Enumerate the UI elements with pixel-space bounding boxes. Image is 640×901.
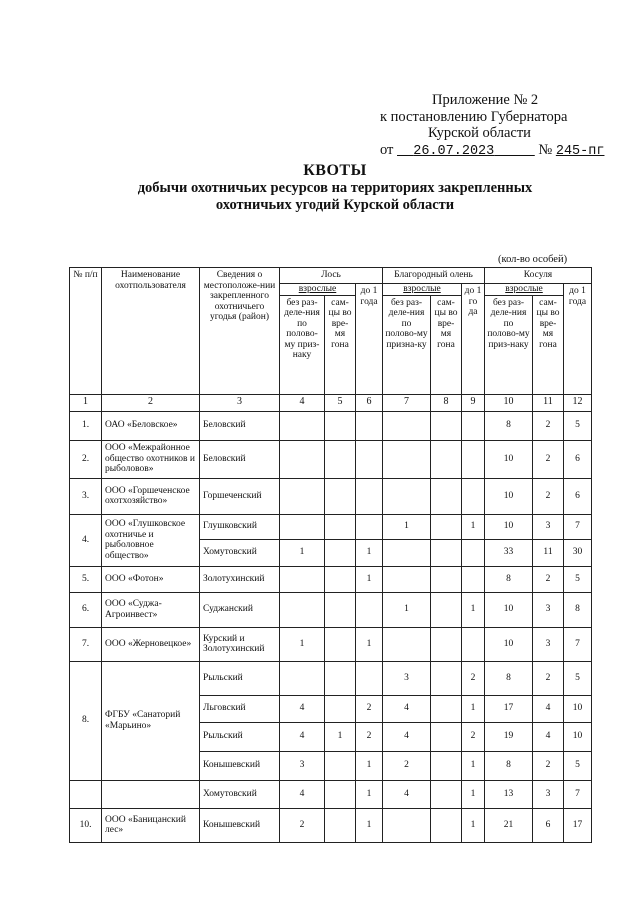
quota-cell-r1: 8 (485, 751, 533, 780)
quota-cell-m1 (280, 514, 325, 539)
appendix-line-3: Курской области (428, 125, 531, 141)
quota-cell-m3: 1 (356, 751, 383, 780)
header-moose-under1: до 1 года (356, 284, 383, 395)
table-row (70, 592, 592, 627)
quota-cell-d3: 1 (462, 695, 485, 722)
quota-cell-m1: 1 (280, 539, 325, 566)
quota-cell-m2 (325, 695, 356, 722)
quota-cell-r2: 3 (533, 514, 564, 539)
number-prefix: № (538, 141, 553, 158)
row-number-cell: 1. (70, 411, 102, 440)
quota-cell-d2 (431, 808, 462, 842)
quota-cell-r3: 6 (564, 440, 592, 478)
district-cell: Хомутовский (200, 539, 280, 566)
quota-cell-r1: 10 (485, 627, 533, 661)
column-number: 7 (383, 394, 431, 411)
quota-cell-m1: 4 (280, 780, 325, 808)
quota-cell-r1: 19 (485, 722, 533, 751)
column-number: 4 (280, 394, 325, 411)
quota-cell-r3: 6 (564, 478, 592, 514)
quota-cell-r2: 2 (533, 661, 564, 695)
quota-cell-r3: 10 (564, 722, 592, 751)
quota-cell-d1 (383, 627, 431, 661)
title-main: КВОТЫ (303, 162, 367, 179)
district-cell: Хомутовский (200, 780, 280, 808)
quota-cell-r1: 10 (485, 440, 533, 478)
header-moose: Лось (280, 268, 383, 284)
title-line-3: охотничьих угодий Курской области (215, 197, 455, 213)
quota-cell-m2 (325, 751, 356, 780)
quota-cell-m1 (280, 566, 325, 592)
user-name-cell: ФГБУ «Санаторий «Марьино» (102, 661, 200, 780)
quota-cell-m3: 1 (356, 627, 383, 661)
row-number-cell: 4. (70, 514, 102, 566)
quota-cell-r2: 4 (533, 695, 564, 722)
quota-cell-r3: 8 (564, 592, 592, 627)
header-deer-no-sex: без раз-деле-ния по полово-му призна-ку (383, 295, 431, 394)
district-cell: Горшеченский (200, 478, 280, 514)
district-cell: Глушковский (200, 514, 280, 539)
user-name-cell: ООО «Межрайонное общество охотников и рыболовов» (102, 440, 200, 478)
units-label: (кол-во особей) (498, 254, 568, 265)
quota-cell-d3 (462, 411, 485, 440)
quota-cell-m1: 4 (280, 695, 325, 722)
quota-cell-r2: 3 (533, 780, 564, 808)
row-number-cell: 5. (70, 566, 102, 592)
quota-cell-d2 (431, 514, 462, 539)
quota-cell-r3: 30 (564, 539, 592, 566)
quota-cell-d1 (383, 566, 431, 592)
quota-cell-r1: 33 (485, 539, 533, 566)
quota-cell-d1: 4 (383, 695, 431, 722)
quota-cell-r2: 2 (533, 566, 564, 592)
quota-cell-d3: 1 (462, 514, 485, 539)
row-number-cell: 2. (70, 440, 102, 478)
user-name-cell: ООО «Жерновецкое» (102, 627, 200, 661)
quota-cell-r3: 7 (564, 627, 592, 661)
quota-cell-m1: 3 (280, 751, 325, 780)
quota-cell-r2: 4 (533, 722, 564, 751)
header-deer-under1: до 1 го да (462, 284, 485, 395)
quota-cell-d2 (431, 661, 462, 695)
quota-cell-r2: 2 (533, 751, 564, 780)
quota-cell-m3: 1 (356, 539, 383, 566)
quota-cell-m3: 1 (356, 780, 383, 808)
quota-cell-r1: 10 (485, 478, 533, 514)
header-roe-adults: взрослые (485, 284, 564, 296)
quota-cell-d1: 1 (383, 592, 431, 627)
quota-cell-m3: 1 (356, 808, 383, 842)
row-number-cell: 3. (70, 478, 102, 514)
quota-cell-d2 (431, 592, 462, 627)
quota-cell-r2: 2 (533, 478, 564, 514)
column-number-row (70, 394, 592, 411)
table-row (70, 514, 592, 539)
column-number: 10 (485, 394, 533, 411)
table-row (70, 478, 592, 514)
quota-cell-m3: 1 (356, 566, 383, 592)
quota-cell-r3: 17 (564, 808, 592, 842)
quota-cell-r3: 5 (564, 566, 592, 592)
quota-cell-r1: 17 (485, 695, 533, 722)
quota-cell-m2 (325, 411, 356, 440)
column-number: 12 (564, 394, 592, 411)
quota-cell-r1: 21 (485, 808, 533, 842)
quota-cell-d3: 1 (462, 780, 485, 808)
quota-cell-d1 (383, 539, 431, 566)
quota-cell-d1 (383, 411, 431, 440)
quota-cell-r3: 7 (564, 514, 592, 539)
district-cell: Беловский (200, 411, 280, 440)
column-number: 3 (200, 394, 280, 411)
quota-cell-m2 (325, 808, 356, 842)
district-cell: Конышевский (200, 808, 280, 842)
quota-cell-m2 (325, 780, 356, 808)
quota-cell-m1 (280, 411, 325, 440)
quota-cell-r3: 7 (564, 780, 592, 808)
quota-cell-m3 (356, 592, 383, 627)
quota-cell-d2 (431, 566, 462, 592)
header-roe-males: сам-цы во вре-мя гона (533, 295, 564, 394)
quota-cell-d3 (462, 478, 485, 514)
quota-cell-r2: 2 (533, 411, 564, 440)
header-name: Наименование охотпользователя (102, 268, 200, 395)
document-number: 245-пг (555, 143, 605, 159)
date-prefix: от (380, 141, 394, 158)
table-row (70, 566, 592, 592)
row-number-cell: 8. (70, 661, 102, 780)
quota-cell-r1: 8 (485, 661, 533, 695)
quota-cell-m2 (325, 539, 356, 566)
quota-cell-d2 (431, 722, 462, 751)
district-cell: Конышевский (200, 751, 280, 780)
quota-cell-m1: 2 (280, 808, 325, 842)
quota-cell-r3: 5 (564, 411, 592, 440)
quota-cell-d3: 2 (462, 661, 485, 695)
quota-cell-d1 (383, 440, 431, 478)
user-name-cell (102, 780, 200, 808)
table-row (70, 411, 592, 440)
quota-cell-r1: 8 (485, 411, 533, 440)
table-row (70, 627, 592, 661)
quota-cell-r1: 13 (485, 780, 533, 808)
quota-cell-r3: 5 (564, 661, 592, 695)
quota-cell-d3 (462, 539, 485, 566)
quota-cell-m2 (325, 592, 356, 627)
quota-cell-r1: 8 (485, 566, 533, 592)
district-cell: Рыльский (200, 722, 280, 751)
header-district: Сведения о местоположе-нии закрепленного охотничьего угодья (район) (200, 268, 280, 395)
column-number: 9 (462, 394, 485, 411)
header-deer-adults: взрослые (383, 284, 462, 296)
row-number-cell: 6. (70, 592, 102, 627)
quota-cell-r1: 10 (485, 514, 533, 539)
quota-cell-m2 (325, 514, 356, 539)
user-name-cell: ОАО «Беловское» (102, 411, 200, 440)
quota-cell-d1: 1 (383, 514, 431, 539)
user-name-cell: ООО «Горшеченское охотхозяйство» (102, 478, 200, 514)
quota-cell-d3: 2 (462, 722, 485, 751)
user-name-cell: ООО «Баницанский лес» (102, 808, 200, 842)
table-row (70, 661, 592, 695)
quota-cell-d2 (431, 539, 462, 566)
quota-cell-d1: 4 (383, 780, 431, 808)
quota-cell-r2: 3 (533, 627, 564, 661)
quota-cell-r2: 2 (533, 440, 564, 478)
table-row (70, 808, 592, 842)
quota-cell-m3: 2 (356, 695, 383, 722)
column-number: 5 (325, 394, 356, 411)
quota-cell-m1: 4 (280, 722, 325, 751)
quota-cell-d2 (431, 751, 462, 780)
quota-cell-d2 (431, 440, 462, 478)
appendix-line-1: Приложение № 2 (432, 92, 539, 108)
district-cell: Льговский (200, 695, 280, 722)
quota-cell-m2 (325, 440, 356, 478)
quota-cell-d2 (431, 695, 462, 722)
quota-cell-m1 (280, 440, 325, 478)
appendix-line-2: к постановлению Губернатора (380, 108, 568, 125)
user-name-cell: ООО «Суджа-Агроинвест» (102, 592, 200, 627)
quota-cell-m3 (356, 440, 383, 478)
quota-cell-d3: 1 (462, 751, 485, 780)
district-cell: Беловский (200, 440, 280, 478)
document-date: 26.07.2023 (413, 143, 495, 159)
quota-cell-r2: 6 (533, 808, 564, 842)
quota-cell-d1: 3 (383, 661, 431, 695)
row-number-cell: 10. (70, 808, 102, 842)
quota-cell-m2 (325, 478, 356, 514)
quota-cell-m2: 1 (325, 722, 356, 751)
quota-table (69, 267, 592, 843)
quota-cell-m2 (325, 661, 356, 695)
quota-cell-d2 (431, 478, 462, 514)
district-cell: Курский и Золотухинский (200, 627, 280, 661)
quota-cell-d3 (462, 566, 485, 592)
district-cell: Рыльский (200, 661, 280, 695)
header-roe: Косуля (485, 268, 592, 284)
header-roe-under1: до 1 года (564, 284, 592, 395)
quota-cell-d3 (462, 440, 485, 478)
quota-cell-d2 (431, 780, 462, 808)
appendix-date-line (380, 142, 630, 161)
quota-table-body (70, 268, 592, 843)
header-moose-males: сам-цы во вре-мя гона (325, 295, 356, 394)
quota-cell-d3 (462, 627, 485, 661)
quota-cell-d1 (383, 478, 431, 514)
user-name-cell: ООО «Фотон» (102, 566, 200, 592)
quota-cell-d3: 1 (462, 592, 485, 627)
column-number: 2 (102, 394, 200, 411)
header-row-1 (70, 268, 592, 284)
quota-cell-d1: 2 (383, 751, 431, 780)
quota-cell-d3: 1 (462, 808, 485, 842)
column-number: 1 (70, 394, 102, 411)
quota-cell-m2 (325, 627, 356, 661)
district-cell: Золотухинский (200, 566, 280, 592)
column-number: 8 (431, 394, 462, 411)
quota-cell-r1: 10 (485, 592, 533, 627)
quota-cell-m3 (356, 514, 383, 539)
quota-cell-d1 (383, 808, 431, 842)
quota-cell-r2: 3 (533, 592, 564, 627)
title-line-2: добычи охотничьих ресурсов на территориях закрепленных (137, 180, 533, 196)
quota-cell-m1: 1 (280, 627, 325, 661)
row-number-cell: 7. (70, 627, 102, 661)
header-moose-adults: взрослые (280, 284, 356, 296)
quota-cell-d1: 4 (383, 722, 431, 751)
column-number: 6 (356, 394, 383, 411)
header-moose-no-sex: без раз-деле-ния по полово-му приз-наку (280, 295, 325, 394)
quota-cell-r3: 5 (564, 751, 592, 780)
table-row (70, 780, 592, 808)
quota-cell-m1 (280, 478, 325, 514)
header-deer-males: сам-цы во вре-мя гона (431, 295, 462, 394)
header-deer: Благородный олень (383, 268, 485, 284)
quota-cell-d2 (431, 627, 462, 661)
quota-cell-m3 (356, 661, 383, 695)
quota-cell-r2: 11 (533, 539, 564, 566)
column-number: 11 (533, 394, 564, 411)
header-roe-no-sex: без раз-деле-ния по полово-му приз-наку (485, 295, 533, 394)
quota-cell-m3 (356, 478, 383, 514)
header-num: № п/п (70, 268, 102, 395)
quota-cell-m3: 2 (356, 722, 383, 751)
appendix-header (380, 92, 630, 160)
quota-cell-m2 (325, 566, 356, 592)
table-row (70, 440, 592, 478)
quota-cell-m1 (280, 661, 325, 695)
quota-cell-d2 (431, 411, 462, 440)
row-number-cell (70, 780, 102, 808)
district-cell: Суджанский (200, 592, 280, 627)
user-name-cell: ООО «Глушковское охотничье и рыболовное общество» (102, 514, 200, 566)
quota-cell-m1 (280, 592, 325, 627)
quota-cell-m3 (356, 411, 383, 440)
quota-cell-r3: 10 (564, 695, 592, 722)
document-title (120, 162, 550, 214)
